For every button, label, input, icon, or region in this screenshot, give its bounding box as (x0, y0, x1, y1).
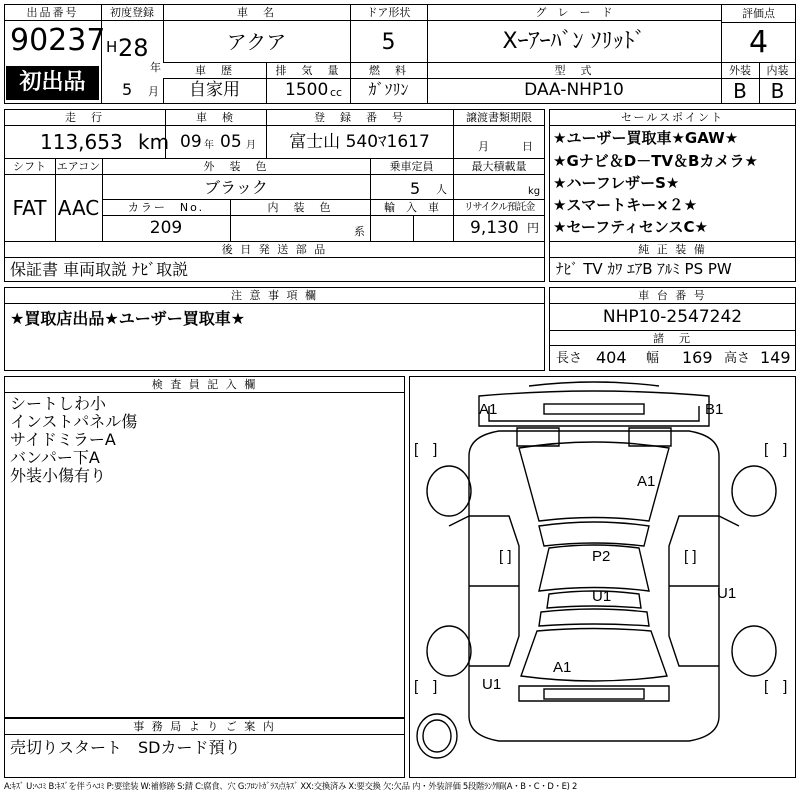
office-value: 売切りスタート SDカード預り (10, 738, 241, 757)
score: 4 (748, 25, 769, 60)
notes-label: 注 意 事 項 欄 (231, 289, 318, 302)
exterior-grade-label: 外装 (729, 64, 751, 77)
sales-point-4: ★スマートキー×２★ (553, 196, 698, 214)
length: 404 (596, 348, 627, 367)
docs-label: 後 日 発 送 部 品 (221, 243, 328, 256)
car-name: アクア (226, 30, 287, 54)
rear-right-wheel (732, 626, 776, 676)
inspector-line-3: サイドミラーA (10, 430, 116, 449)
grade-label: グ レ ー ド (535, 6, 613, 19)
interior-grade: B (770, 79, 785, 103)
capacity-label: 乗車定員 (389, 160, 434, 173)
mileage: 113,653 (40, 130, 123, 154)
mark-hood: A1 (637, 473, 656, 490)
first-reg-label: 初度登録 (110, 6, 154, 19)
notes-value: ★買取店出品★ユーザー買取車★ (10, 309, 246, 328)
transfer-label: 譲渡書類期限 (466, 111, 532, 124)
displacement: 1500 (285, 80, 329, 100)
left-side-body (469, 516, 519, 666)
air-conditioning: AAC (57, 196, 100, 220)
lot-number: 90237 (10, 23, 106, 58)
rear-left-wheel (427, 626, 471, 676)
mark-roof: P2 (592, 548, 611, 565)
spare-tire-inner (423, 720, 451, 752)
sales-point-5: ★セーフティセンスC★ (553, 218, 708, 236)
color-no-label: カラー No. (127, 201, 205, 214)
reg-year: 28 (118, 34, 149, 62)
bracket-right-front: [ ] (764, 441, 788, 458)
interior-color-unit: 系 (354, 225, 365, 238)
length-label: 長さ (556, 351, 583, 366)
equipment-label: 純 正 装 備 (638, 243, 707, 256)
load-label: 最大積載量 (471, 160, 527, 173)
trunk-outline (521, 629, 667, 682)
bracket-left-mid: [ ] (499, 548, 512, 565)
score-label: 評価点 (742, 7, 775, 20)
sales-point-3: ★ハーフレザーS★ (553, 174, 680, 192)
load-unit: kg (528, 186, 541, 197)
color-label: 外 装 色 (203, 160, 269, 173)
first-listing-badge: 初出品 (6, 66, 99, 100)
fuel-label: 燃 料 (369, 64, 408, 77)
rear-window (539, 609, 649, 626)
mark-front-right: B1 (705, 401, 724, 418)
height: 149 (760, 348, 791, 367)
bracket-left-rear: [ ] (414, 678, 438, 695)
mark-roof-rear: U1 (592, 588, 612, 605)
inspection-month-unit: 月 (246, 140, 256, 151)
exterior-grade: B (733, 79, 747, 103)
equipment-value: ﾅﾋﾞ TV ｶﾜ ｴｱB ｱﾙﾐ PS PW (556, 260, 732, 278)
era: H (106, 38, 118, 56)
interior-grade-label: 内装 (766, 64, 789, 77)
history-label: 車 歴 (195, 64, 234, 77)
bracket-left-front: [ ] (414, 441, 438, 458)
width-label: 幅 (646, 351, 660, 366)
inspector-line-5: 外装小傷有り (10, 466, 107, 485)
dims-label: 諸 元 (653, 332, 692, 345)
exterior-color: ブラック (204, 178, 268, 197)
windshield (539, 522, 649, 546)
ac-label: エアコン (56, 160, 101, 173)
import-label: 輸 入 車 (384, 201, 439, 214)
displacement-unit: cc (330, 86, 343, 99)
transfer-month-unit: 月 (478, 140, 489, 153)
interior-color-label: 内 装 色 (267, 201, 333, 214)
door-count: 5 (381, 30, 396, 55)
fuel: ｶﾞｿﾘﾝ (368, 80, 409, 99)
inspector-line-1: シートしわ小 (10, 394, 107, 413)
transfer-day-unit: 日 (522, 140, 533, 153)
mark-rear-left: U1 (482, 676, 502, 693)
inspector-label: 検 査 員 記 入 欄 (151, 378, 258, 391)
mark-trunk: A1 (553, 659, 572, 676)
inspection-label: 車 検 (196, 111, 235, 124)
height-label: 高さ (724, 351, 751, 366)
inspection-year: 09 (180, 132, 202, 152)
inspector-line-4: バンパー下A (10, 448, 100, 467)
chassis-number: NHP10-2547242 (602, 307, 743, 327)
car-name-label: 車 名 (237, 6, 276, 19)
rear-plate-area (544, 689, 644, 699)
inspection-year-unit: 年 (204, 140, 214, 151)
model-code: DAA-NHP10 (524, 80, 624, 100)
car-diagram (409, 376, 796, 778)
front-left-wheel (427, 466, 471, 516)
sales-points-label: セールスポイント (620, 111, 724, 124)
capacity-unit: 人 (436, 183, 447, 196)
bracket-right-rear: [ ] (764, 678, 788, 695)
front-right-wheel (732, 466, 776, 516)
capacity: 5 (410, 179, 421, 198)
recycle-unit: 円 (527, 221, 540, 235)
shift: FAT (12, 196, 47, 220)
top-arc (529, 382, 659, 386)
lot-no-label: 出品番号 (26, 6, 79, 19)
mark-front-left: A1 (479, 401, 498, 418)
door-label: ドア形状 (366, 6, 411, 19)
mileage-unit: km (138, 130, 170, 154)
chassis-label: 車 台 番 号 (638, 289, 707, 302)
mileage-label: 走 行 (65, 111, 104, 124)
inspection-month: 05 (220, 132, 242, 152)
office-label: 事 務 局 よ り ご 案 内 (133, 720, 276, 733)
grade: Xｰｱｰﾊﾞﾝ ｿﾘｯﾄﾞ (502, 29, 646, 54)
recycle-label: リサイクル預託金 (463, 202, 535, 213)
sales-point-1: ★ユーザー買取車★GAW★ (553, 129, 739, 147)
plate-label: 登 録 番 号 (314, 111, 405, 124)
inspector-line-2: インストパネル傷 (10, 412, 138, 431)
right-mirror (719, 516, 739, 526)
front-grille (544, 404, 644, 414)
displacement-label: 排 気 量 (275, 64, 341, 77)
plate-number: 富士山 540ﾏ1617 (289, 132, 430, 152)
left-mirror (449, 516, 469, 526)
details-frame (4, 109, 545, 242)
color-number: 209 (149, 218, 183, 238)
mark-right-side: U1 (717, 585, 737, 602)
shift-label: シフト (13, 160, 46, 173)
legend: A:ｷｽﾞ U:ﾍｺﾐ B:ｷｽﾞを伴うﾍｺﾐ P:要塗装 W:補修跡 S:錆 C:腐食、穴 G:ﾌﾛﾝﾄｶﾞﾗｽ点ｷｽﾞ XX:交換済み X:要交換 欠:欠品 内・外装評価 5段階ﾗﾝｸ順(A・B・C・D・E) 2 (4, 781, 577, 791)
model-label: 型 式 (554, 64, 594, 77)
reg-month-unit: 月 (148, 85, 159, 98)
right-side-body (669, 516, 719, 666)
reg-year-unit: 年 (150, 61, 161, 74)
sales-point-2: ★Gナビ＆D－TV＆Bカメラ★ (553, 152, 758, 170)
reg-month: 5 (122, 80, 133, 99)
docs-value: 保証書 車両取説 ﾅﾋﾞ取説 (10, 260, 189, 279)
recycle-fee: 9,130 (470, 218, 519, 238)
width: 169 (682, 348, 713, 367)
bracket-right-mid: [ ] (684, 548, 697, 565)
history: 自家用 (189, 80, 240, 100)
